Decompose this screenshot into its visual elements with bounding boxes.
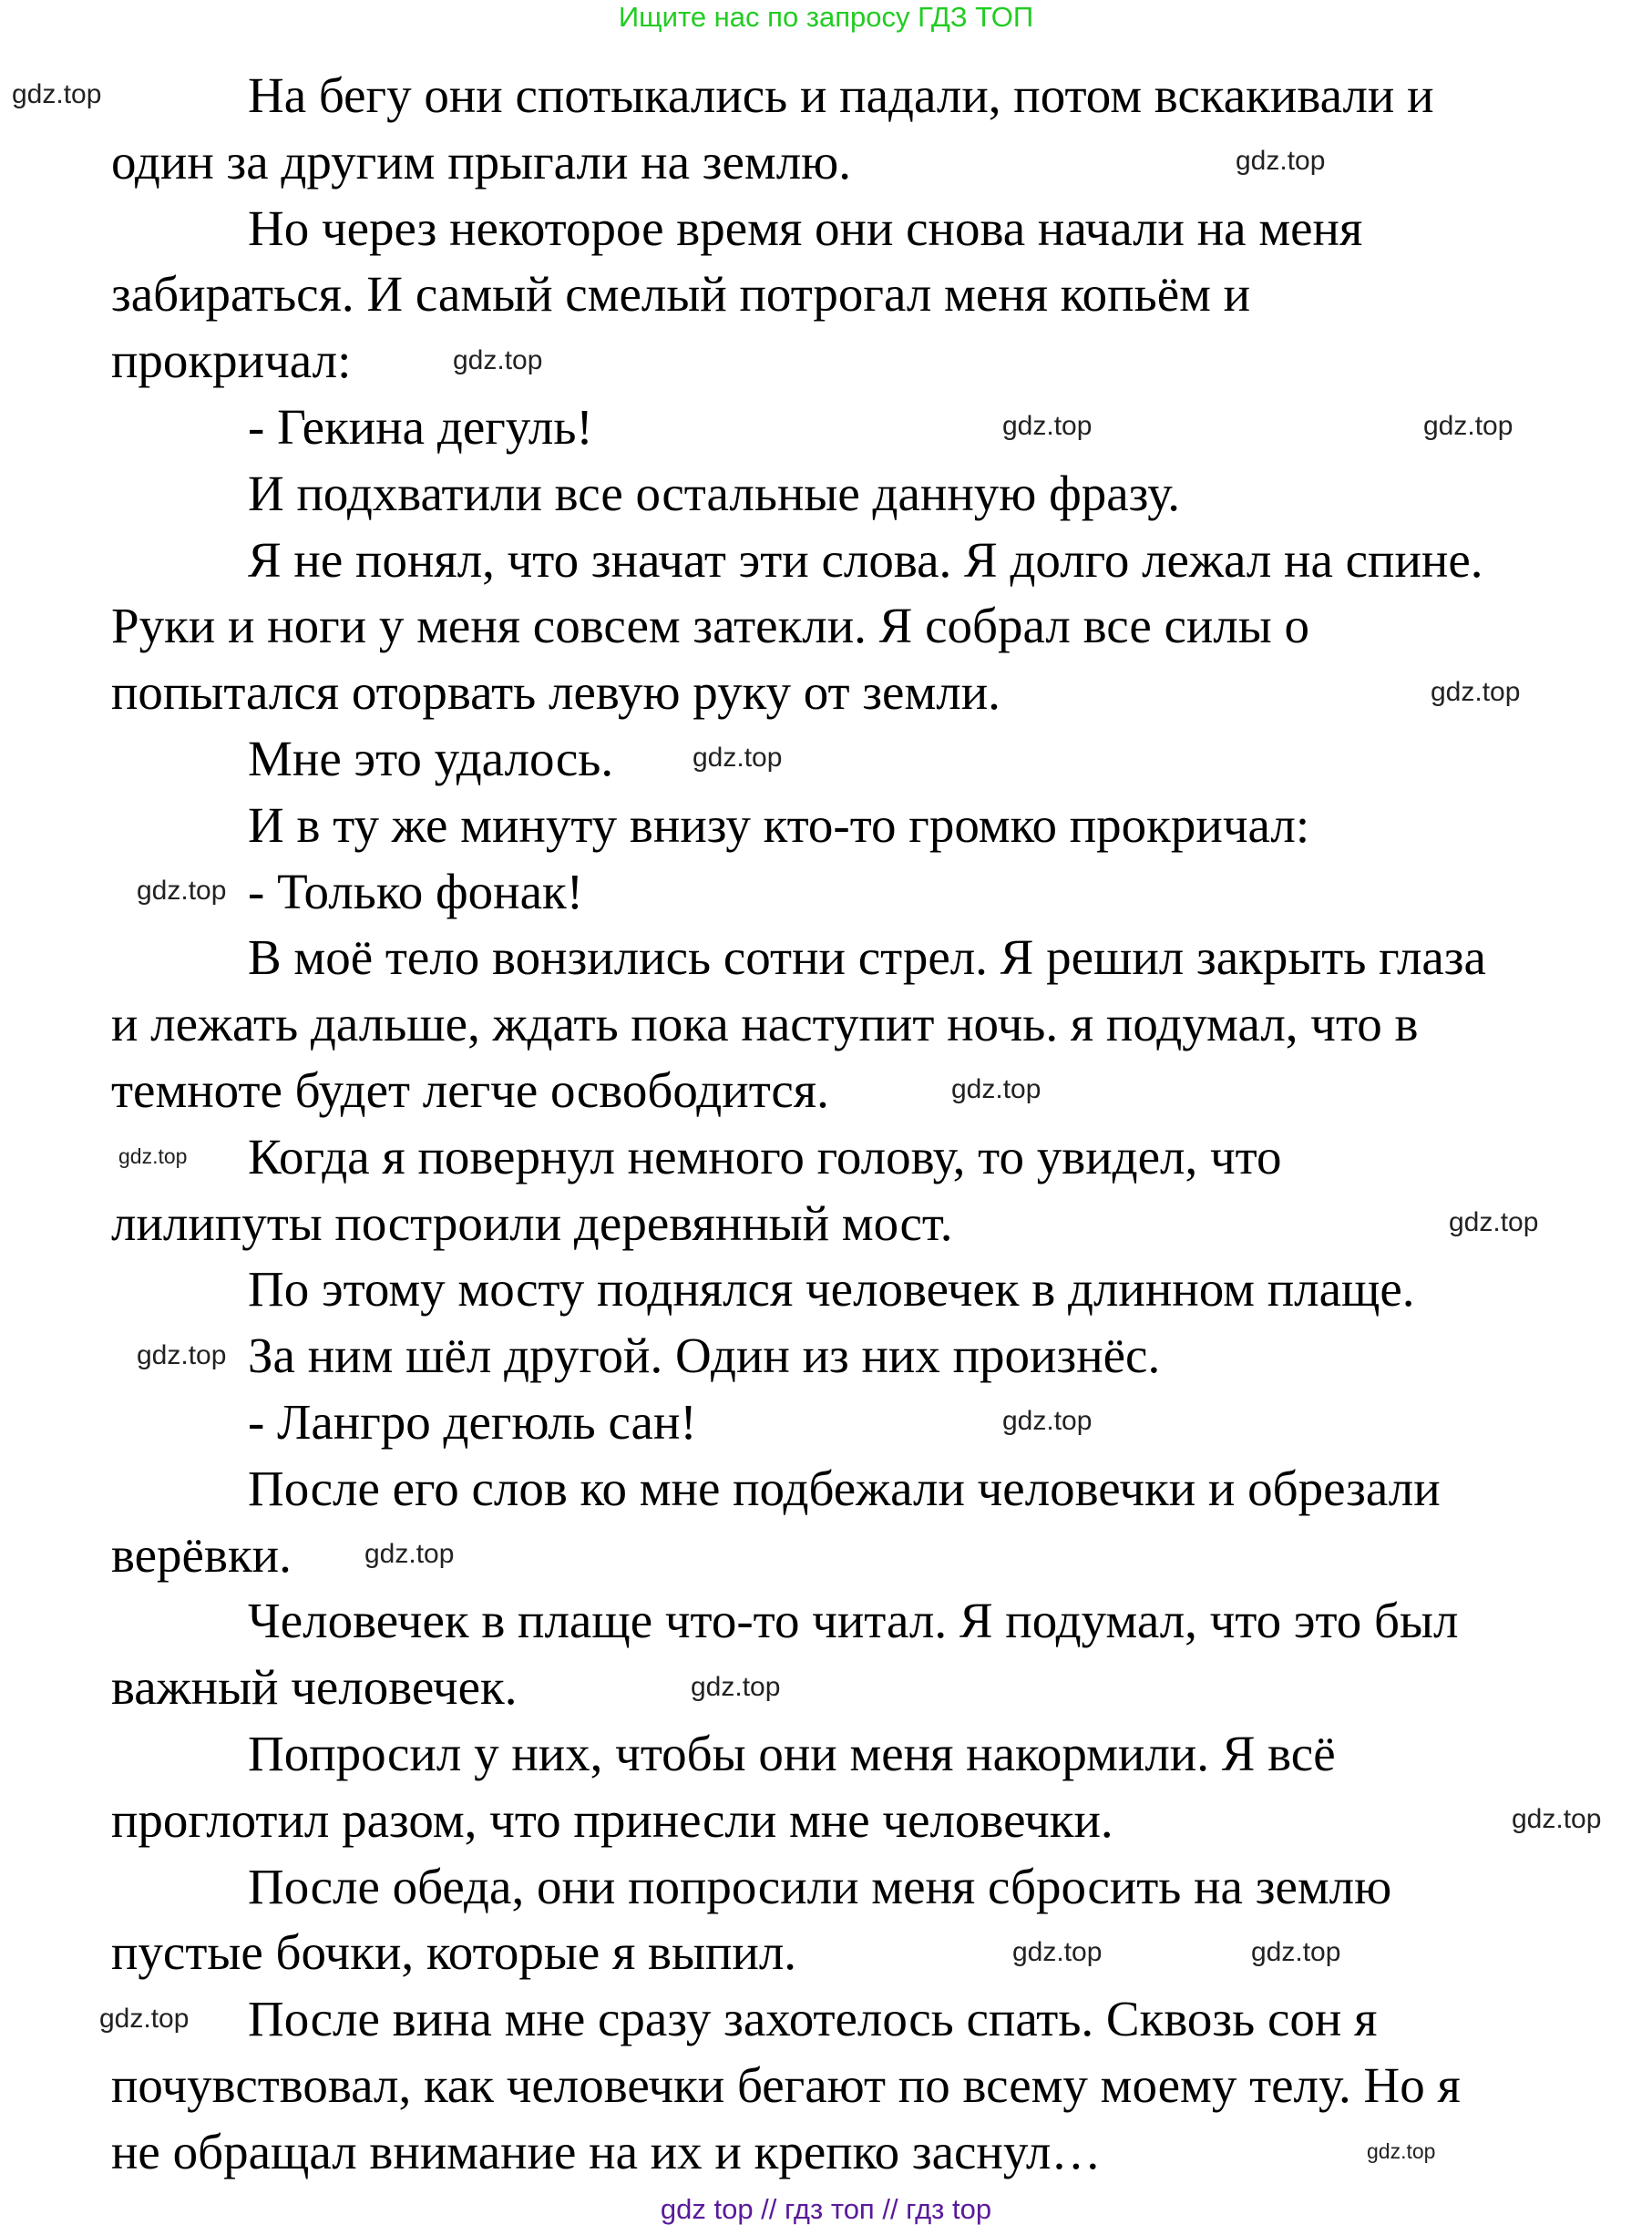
text-line [111, 128, 851, 195]
text-line [111, 1057, 829, 1123]
text-line-content: Когда я повернул немного голову, то увидел, что [248, 1128, 1282, 1184]
text-line [248, 1985, 1377, 2052]
gdz-watermark: gdz.top [453, 344, 543, 375]
gdz-watermark: gdz.top [1367, 2139, 1436, 2164]
text-line-content: проглотил разом, что принесли мне человечки. [111, 1791, 1113, 1848]
text-line-content: Мне это удалось. [248, 731, 614, 786]
text-line-content: прокричал: [111, 333, 352, 389]
gdz-watermark: gdz.top [1012, 1936, 1103, 1967]
gdz-watermark: gdz.top [137, 876, 227, 906]
text-line [248, 394, 593, 460]
text-line [111, 1787, 1113, 1853]
text-line [111, 1654, 517, 1720]
text-line-content: верёвки. [111, 1526, 292, 1583]
text-line-content: После его слов ко мне подбежали человечки и обрезали [248, 1460, 1441, 1516]
text-line [248, 1389, 697, 1455]
gdz-watermark: gdz.top [99, 2003, 190, 2034]
text-line-content: попытался оторвать левую руку от земли. [111, 664, 1000, 721]
gdz-watermark: gdz.top [1251, 1936, 1341, 1967]
text-line [111, 1522, 292, 1588]
text-line [111, 2052, 1461, 2118]
text-line-content: После обеда, они попросили меня сбросить на землю [248, 1858, 1392, 1914]
gdz-watermark: gdz.top [1512, 1804, 1602, 1835]
text-line-content: - Только фонак! [248, 863, 584, 919]
footer-links: gdz top // гдз топ // гдз top [660, 2193, 992, 2225]
text-line [111, 659, 1000, 725]
text-line [111, 990, 1419, 1057]
text-line [248, 1853, 1391, 1920]
text-line [248, 1123, 1281, 1190]
text-line-content: На бегу они спотыкались и падали, потом вскакивали и [248, 67, 1434, 123]
text-line [111, 2118, 1101, 2185]
text-line [248, 924, 1486, 990]
search-hint-header: Ищите нас по запросу ГДЗ ТОП [618, 1, 1034, 33]
text-line-content: и лежать дальше, ждать пока наступит ночь. я подумал, что в [111, 996, 1419, 1052]
text-line-content: Человечек в плаще что-то читал. Я подумал, что это был [248, 1593, 1459, 1649]
text-line-content: лилипуты построили деревянный мост. [111, 1195, 953, 1251]
text-line [248, 1720, 1336, 1787]
text-line-content: По этому мосту поднялся человечек в длинном плаще. [248, 1261, 1415, 1318]
text-line-content: не обращал внимание на их и крепко заснул… [111, 2123, 1102, 2179]
text-line [111, 592, 1309, 659]
text-line [111, 1190, 953, 1256]
text-line-content: Попросил у них, чтобы они меня накормили. Я всё [248, 1726, 1336, 1781]
text-line [248, 725, 613, 792]
text-line [111, 1919, 796, 1985]
text-line-content: За ним шёл другой. Один из них произнёс. [248, 1328, 1161, 1384]
gdz-watermark: gdz.top [691, 1671, 781, 1702]
gdz-watermark: gdz.top [1449, 1207, 1539, 1237]
text-line-content: пустые бочки, которые я выпил. [111, 1924, 797, 1981]
text-line [248, 1455, 1441, 1522]
gdz-watermark: gdz.top [1002, 1406, 1093, 1437]
text-line [111, 327, 351, 394]
text-line [248, 62, 1434, 128]
text-line-content: почувствовал, как человечки бегают по всему моему телу. Но я [111, 2057, 1461, 2113]
gdz-watermark: gdz.top [1236, 146, 1326, 177]
text-line [248, 195, 1362, 261]
gdz-watermark: gdz.top [364, 1539, 455, 1569]
text-line-content: важный человечек. [111, 1659, 518, 1716]
text-line-content: один за другим прыгали на землю. [111, 133, 852, 190]
gdz-watermark: gdz.top [693, 743, 783, 774]
text-line [248, 460, 1180, 527]
text-line-content: - Лангро дегюль сан! [248, 1394, 697, 1450]
text-line-content: И в ту же минуту внизу кто-то громко прокричал: [248, 796, 1310, 853]
text-line-content: После вина мне сразу захотелось спать. Сквозь сон я [248, 1991, 1378, 2047]
text-line-content: И подхватили все остальные данную фразу. [248, 465, 1180, 521]
text-line [248, 858, 583, 925]
text-line [248, 527, 1483, 593]
text-line-content: Руки и ноги у меня совсем затекли. Я собрал все силы о [111, 598, 1309, 654]
text-line [248, 1322, 1160, 1389]
text-line-content: темноте будет легче освободится. [111, 1062, 829, 1118]
text-line-content: забираться. И самый смелый потрогал меня копьём и [111, 266, 1251, 323]
gdz-watermark: gdz.top [1423, 411, 1513, 442]
text-line [111, 261, 1250, 327]
gdz-watermark: gdz.top [1431, 676, 1521, 707]
text-line [248, 1587, 1458, 1654]
gdz-watermark: gdz.top [1002, 411, 1093, 442]
gdz-watermark: gdz.top [12, 79, 102, 110]
gdz-watermark: gdz.top [951, 1074, 1041, 1105]
gdz-watermark: gdz.top [118, 1144, 188, 1169]
text-line-content: В моё тело вонзились сотни стрел. Я решил закрыть глаза [248, 929, 1486, 986]
text-line [248, 792, 1309, 858]
gdz-watermark: gdz.top [137, 1339, 227, 1370]
text-line [248, 1256, 1415, 1322]
text-line-content: Но через некоторое время они снова начали на меня [248, 200, 1363, 256]
text-line-content: - Гекина дегуль! [248, 399, 593, 455]
text-line-content: Я не понял, что значат эти слова. Я долго лежал на спине. [248, 531, 1483, 588]
